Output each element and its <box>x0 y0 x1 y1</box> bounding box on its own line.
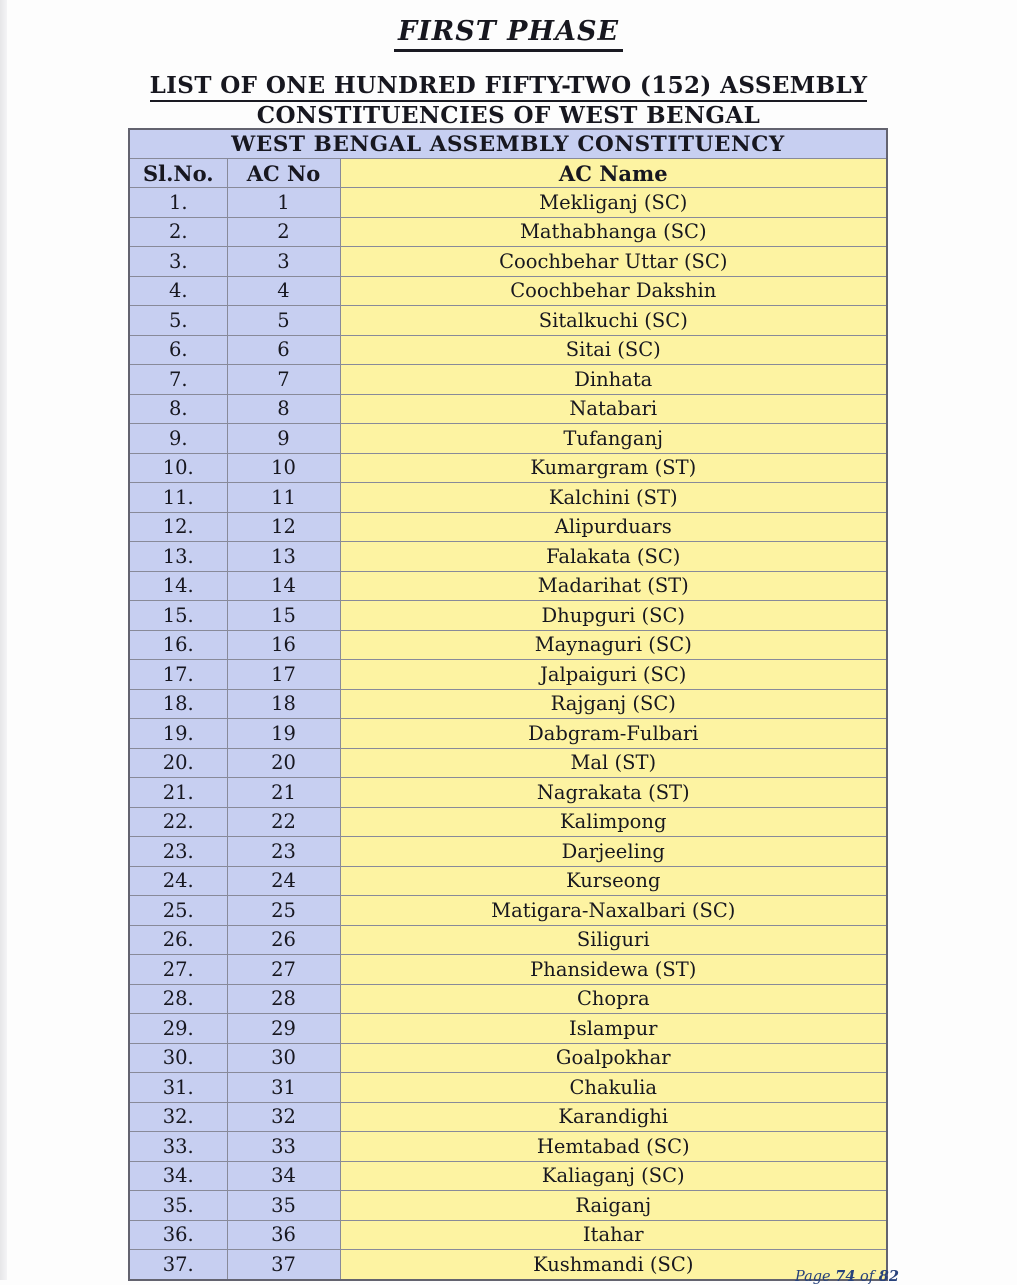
table-title: WEST BENGAL ASSEMBLY CONSTITUENCY <box>129 129 887 159</box>
cell-ac-no: 20 <box>227 748 340 778</box>
cell-ac-no: 36 <box>227 1220 340 1250</box>
table-row <box>129 217 887 247</box>
table-row <box>129 601 887 631</box>
table-row <box>129 925 887 955</box>
table-row <box>129 306 887 336</box>
column-header-row <box>129 159 887 188</box>
cell-ac-name: Nagrakata (ST) <box>340 778 887 808</box>
cell-ac-no: 26 <box>227 925 340 955</box>
cell-ac-name: Islampur <box>340 1014 887 1044</box>
table-row <box>129 276 887 306</box>
table-row <box>129 571 887 601</box>
table-row <box>129 247 887 277</box>
cell-ac-no: 23 <box>227 837 340 867</box>
cell-sl-no: 28. <box>129 984 227 1014</box>
cell-ac-name: Kalchini (ST) <box>340 483 887 513</box>
cell-sl-no: 36. <box>129 1220 227 1250</box>
cell-ac-name: Mathabhanga (SC) <box>340 217 887 247</box>
constituency-table <box>128 128 888 1281</box>
table-row <box>129 542 887 572</box>
column-header-ac-name: AC Name <box>340 159 887 188</box>
table-row <box>129 984 887 1014</box>
cell-sl-no: 23. <box>129 837 227 867</box>
cell-ac-no: 37 <box>227 1250 340 1280</box>
cell-ac-name: Coochbehar Dakshin <box>340 276 887 306</box>
cell-sl-no: 3. <box>129 247 227 277</box>
cell-ac-no: 13 <box>227 542 340 572</box>
cell-ac-no: 3 <box>227 247 340 277</box>
cell-ac-no: 22 <box>227 807 340 837</box>
cell-ac-name: Sitai (SC) <box>340 335 887 365</box>
table-body <box>129 188 887 1280</box>
cell-sl-no: 26. <box>129 925 227 955</box>
cell-ac-no: 29 <box>227 1014 340 1044</box>
cell-ac-name: Alipurduars <box>340 512 887 542</box>
cell-ac-no: 24 <box>227 866 340 896</box>
table-row <box>129 1161 887 1191</box>
cell-sl-no: 33. <box>129 1132 227 1162</box>
cell-ac-no: 35 <box>227 1191 340 1221</box>
table-row <box>129 837 887 867</box>
cell-ac-name: Coochbehar Uttar (SC) <box>340 247 887 277</box>
cell-ac-no: 33 <box>227 1132 340 1162</box>
page-title: FIRST PHASE <box>394 16 623 52</box>
cell-ac-name: Chopra <box>340 984 887 1014</box>
cell-ac-name: Darjeeling <box>340 837 887 867</box>
column-header-sl-no: Sl.No. <box>129 159 227 188</box>
cell-sl-no: 30. <box>129 1043 227 1073</box>
cell-sl-no: 15. <box>129 601 227 631</box>
cell-ac-no: 14 <box>227 571 340 601</box>
cell-sl-no: 11. <box>129 483 227 513</box>
cell-ac-name: Madarihat (ST) <box>340 571 887 601</box>
cell-ac-name: Falakata (SC) <box>340 542 887 572</box>
table-row <box>129 689 887 719</box>
cell-sl-no: 9. <box>129 424 227 454</box>
cell-sl-no: 32. <box>129 1102 227 1132</box>
cell-sl-no: 25. <box>129 896 227 926</box>
phase-title-wrap <box>0 16 1017 52</box>
cell-ac-no: 12 <box>227 512 340 542</box>
table-row <box>129 1014 887 1044</box>
table-row <box>129 335 887 365</box>
cell-ac-name: Jalpaiguri (SC) <box>340 660 887 690</box>
table-row <box>129 453 887 483</box>
cell-ac-no: 21 <box>227 778 340 808</box>
cell-ac-name: Hemtabad (SC) <box>340 1132 887 1162</box>
cell-sl-no: 18. <box>129 689 227 719</box>
column-header-ac-no: AC No <box>227 159 340 188</box>
cell-ac-name: Kumargram (ST) <box>340 453 887 483</box>
table-row <box>129 365 887 395</box>
cell-ac-name: Karandighi <box>340 1102 887 1132</box>
cell-sl-no: 1. <box>129 188 227 218</box>
cell-ac-name: Kushmandi (SC) <box>340 1250 887 1280</box>
table-row <box>129 1102 887 1132</box>
table-row <box>129 778 887 808</box>
table-row <box>129 1132 887 1162</box>
table-row <box>129 188 887 218</box>
cell-sl-no: 16. <box>129 630 227 660</box>
cell-ac-no: 27 <box>227 955 340 985</box>
scan-left-edge <box>0 0 7 1280</box>
cell-ac-no: 16 <box>227 630 340 660</box>
cell-ac-name: Kurseong <box>340 866 887 896</box>
cell-sl-no: 19. <box>129 719 227 749</box>
cell-sl-no: 34. <box>129 1161 227 1191</box>
cell-ac-name: Mekliganj (SC) <box>340 188 887 218</box>
cell-ac-name: Phansidewa (ST) <box>340 955 887 985</box>
cell-ac-no: 30 <box>227 1043 340 1073</box>
cell-ac-name: Chakulia <box>340 1073 887 1103</box>
cell-ac-no: 10 <box>227 453 340 483</box>
cell-ac-name: Mal (ST) <box>340 748 887 778</box>
list-heading <box>0 72 1017 132</box>
cell-ac-no: 5 <box>227 306 340 336</box>
cell-ac-name: Dinhata <box>340 365 887 395</box>
cell-sl-no: 2. <box>129 217 227 247</box>
cell-sl-no: 6. <box>129 335 227 365</box>
table-row <box>129 1191 887 1221</box>
footer-total-pages: 82 <box>878 1268 899 1285</box>
cell-ac-name: Dabgram-Fulbari <box>340 719 887 749</box>
cell-ac-name: Kalimpong <box>340 807 887 837</box>
table-row <box>129 660 887 690</box>
table-title-row <box>129 129 887 159</box>
cell-ac-no: 19 <box>227 719 340 749</box>
cell-ac-no: 15 <box>227 601 340 631</box>
cell-sl-no: 21. <box>129 778 227 808</box>
cell-ac-name: Siliguri <box>340 925 887 955</box>
cell-sl-no: 24. <box>129 866 227 896</box>
table-row <box>129 1043 887 1073</box>
cell-sl-no: 27. <box>129 955 227 985</box>
cell-sl-no: 29. <box>129 1014 227 1044</box>
footer-page-label: Page <box>795 1269 831 1285</box>
cell-ac-name: Dhupguri (SC) <box>340 601 887 631</box>
footer-of-label: of <box>860 1269 875 1285</box>
cell-ac-no: 6 <box>227 335 340 365</box>
cell-ac-no: 17 <box>227 660 340 690</box>
cell-ac-no: 28 <box>227 984 340 1014</box>
cell-ac-name: Natabari <box>340 394 887 424</box>
cell-ac-no: 32 <box>227 1102 340 1132</box>
cell-ac-name: Goalpokhar <box>340 1043 887 1073</box>
table-row <box>129 1073 887 1103</box>
list-heading-line-1: LIST OF ONE HUNDRED FIFTY-TWO (152) ASSEMBLY <box>150 72 868 102</box>
table-row <box>129 748 887 778</box>
table-row <box>129 424 887 454</box>
table-row <box>129 394 887 424</box>
cell-sl-no: 12. <box>129 512 227 542</box>
cell-sl-no: 20. <box>129 748 227 778</box>
cell-ac-no: 2 <box>227 217 340 247</box>
cell-ac-name: Sitalkuchi (SC) <box>340 306 887 336</box>
table-row <box>129 1220 887 1250</box>
cell-ac-name: Kaliaganj (SC) <box>340 1161 887 1191</box>
list-heading-line-2: CONSTITUENCIES OF WEST BENGAL <box>257 102 761 132</box>
cell-ac-name: Matigara-Naxalbari (SC) <box>340 896 887 926</box>
table-row <box>129 719 887 749</box>
table-row <box>129 807 887 837</box>
cell-ac-no: 31 <box>227 1073 340 1103</box>
cell-ac-name: Itahar <box>340 1220 887 1250</box>
cell-ac-no: 11 <box>227 483 340 513</box>
cell-ac-no: 8 <box>227 394 340 424</box>
cell-ac-no: 1 <box>227 188 340 218</box>
table-row <box>129 866 887 896</box>
cell-sl-no: 7. <box>129 365 227 395</box>
cell-ac-no: 9 <box>227 424 340 454</box>
table-row <box>129 512 887 542</box>
cell-ac-name: Maynaguri (SC) <box>340 630 887 660</box>
cell-sl-no: 35. <box>129 1191 227 1221</box>
cell-sl-no: 22. <box>129 807 227 837</box>
cell-ac-name: Tufanganj <box>340 424 887 454</box>
cell-sl-no: 10. <box>129 453 227 483</box>
cell-ac-no: 25 <box>227 896 340 926</box>
cell-ac-no: 34 <box>227 1161 340 1191</box>
cell-ac-no: 4 <box>227 276 340 306</box>
cell-ac-name: Rajganj (SC) <box>340 689 887 719</box>
cell-sl-no: 4. <box>129 276 227 306</box>
table-row <box>129 483 887 513</box>
cell-ac-name: Raiganj <box>340 1191 887 1221</box>
cell-sl-no: 8. <box>129 394 227 424</box>
cell-sl-no: 5. <box>129 306 227 336</box>
table-row <box>129 1250 887 1280</box>
table-row <box>129 630 887 660</box>
table-row <box>129 955 887 985</box>
cell-sl-no: 13. <box>129 542 227 572</box>
cell-ac-no: 7 <box>227 365 340 395</box>
cell-ac-no: 18 <box>227 689 340 719</box>
table-row <box>129 896 887 926</box>
cell-sl-no: 14. <box>129 571 227 601</box>
footer-current-page: 74 <box>835 1268 856 1285</box>
page-number-footer <box>795 1268 899 1285</box>
cell-sl-no: 31. <box>129 1073 227 1103</box>
cell-sl-no: 37. <box>129 1250 227 1280</box>
cell-sl-no: 17. <box>129 660 227 690</box>
